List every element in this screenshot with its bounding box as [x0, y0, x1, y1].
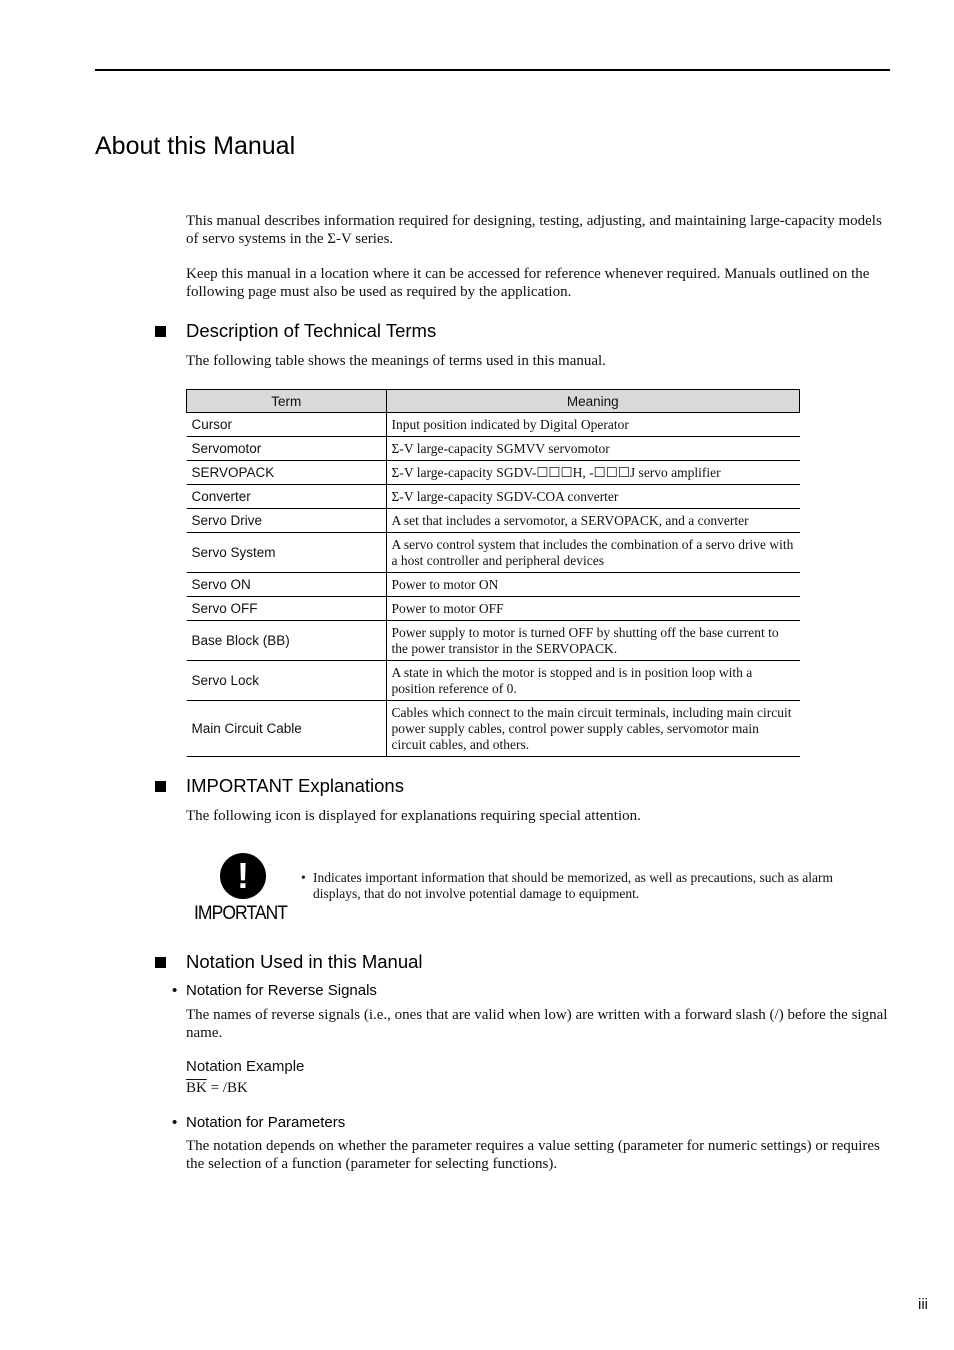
terms-table: [186, 389, 800, 757]
column-header-term: Term: [187, 390, 387, 413]
parameters-body: The notation depends on whether the parameter requires a value setting (parameter for numeric settings) or requires the selection of a function (parameter for selecting functions).: [186, 1138, 880, 1172]
term-cell: Main Circuit Cable: [187, 701, 387, 757]
table-row: [187, 533, 800, 573]
terms-section-heading: [155, 320, 436, 342]
reverse-signals-subheading: [172, 982, 377, 999]
term-cell: Servo Drive: [187, 509, 387, 533]
table-row: [187, 437, 800, 461]
meaning-cell: Cables which connect to the main circuit terminals, including main circuit power supply cables, control power supply cables, servomotor main circuit cables, and others.: [386, 701, 800, 757]
term-cell: Servo OFF: [187, 597, 387, 621]
parameters-title: Notation for Parameters: [186, 1114, 346, 1131]
terms-intro: The following table shows the meanings of terms used in this manual.: [186, 353, 606, 369]
term-cell: Servomotor: [187, 437, 387, 461]
reverse-signal-name: $\overline{BK}$: [186, 1080, 207, 1096]
important-heading-text: IMPORTANT Explanations: [186, 775, 404, 796]
important-note: [301, 870, 841, 902]
meaning-cell: Σ-V large-capacity SGMVV servomotor: [386, 437, 800, 461]
table-row: [187, 509, 800, 533]
notation-example: [186, 1079, 890, 1097]
header-rule: [95, 69, 890, 71]
meaning-cell: Power supply to motor is turned OFF by shutting off the base current to the power transistor in the SERVOPACK.: [386, 621, 800, 661]
reverse-signals-title: Notation for Reverse Signals: [186, 982, 377, 999]
meaning-cell: Power to motor OFF: [386, 597, 800, 621]
intro-paragraph-2: Keep this manual in a location where it can be accessed for reference whenever required. Manuals outlined on the following page must also be used as required by the application.: [186, 266, 870, 300]
table-row: [187, 413, 800, 437]
column-header-meaning: Meaning: [386, 390, 800, 413]
reverse-signals-body: The names of reverse signals (i.e., ones that are valid when low) are written with a forward slash (/) before the signal name.: [186, 1007, 888, 1041]
bullet-icon: •: [172, 1114, 178, 1131]
term-cell: Base Block (BB): [187, 621, 387, 661]
table-row: [187, 485, 800, 509]
meaning-cell: A set that includes a servomotor, a SERVOPACK, and a converter: [386, 509, 800, 533]
term-cell: Servo Lock: [187, 661, 387, 701]
page-title: About this Manual: [95, 132, 296, 160]
important-section-heading: [155, 775, 404, 797]
table-row: [187, 621, 800, 661]
meaning-cell: A servo control system that includes the combination of a servo drive with a host controller and peripheral devices: [386, 533, 800, 573]
parameters-subheading: [172, 1114, 345, 1131]
table-row: [187, 701, 800, 757]
bullet-icon: •: [172, 982, 178, 999]
table-row: [187, 461, 800, 485]
table-row: [187, 661, 800, 701]
terms-heading-text: Description of Technical Terms: [186, 320, 437, 341]
meaning-cell: Σ-V large-capacity SGDV-COA converter: [386, 485, 800, 509]
important-icon-label: IMPORTANT: [194, 903, 288, 924]
bullet-icon: •: [301, 870, 306, 885]
intro-paragraph-1: This manual describes information required for designing, testing, adjusting, and maintaining large-capacity models of servo systems in the Σ-V series.: [186, 213, 882, 247]
terms-table-header: [187, 390, 800, 413]
term-cell: Servo System: [187, 533, 387, 573]
term-cell: SERVOPACK: [187, 461, 387, 485]
table-row: [187, 573, 800, 597]
important-note-text: Indicates important information that should be memorized, as well as precautions, such as alarm displays, that do not involve potential damage to equipment.: [313, 870, 833, 901]
term-cell: Converter: [187, 485, 387, 509]
square-bullet-icon: [155, 781, 166, 792]
term-cell: Cursor: [187, 413, 387, 437]
notation-example-rest: = /BK: [206, 1080, 248, 1096]
notation-example-label: Notation Example: [186, 1058, 305, 1075]
meaning-cell: A state in which the motor is stopped and is in position loop with a position reference of 0.: [386, 661, 800, 701]
square-bullet-icon: [155, 326, 166, 337]
notation-section-heading: [155, 951, 423, 973]
meaning-cell: Power to motor ON: [386, 573, 800, 597]
square-bullet-icon: [155, 957, 166, 968]
page-number: iii: [918, 1296, 928, 1313]
term-cell: Servo ON: [187, 573, 387, 597]
meaning-cell: Σ-V large-capacity SGDV-☐☐☐H, -☐☐☐J servo amplifier: [386, 461, 800, 485]
notation-heading-text: Notation Used in this Manual: [186, 951, 423, 972]
important-icon: [192, 851, 292, 927]
table-row: [187, 597, 800, 621]
meaning-cell: Input position indicated by Digital Operator: [386, 413, 800, 437]
important-intro: The following icon is displayed for explanations requiring special attention.: [186, 808, 641, 824]
exclamation-icon: !: [220, 853, 266, 899]
